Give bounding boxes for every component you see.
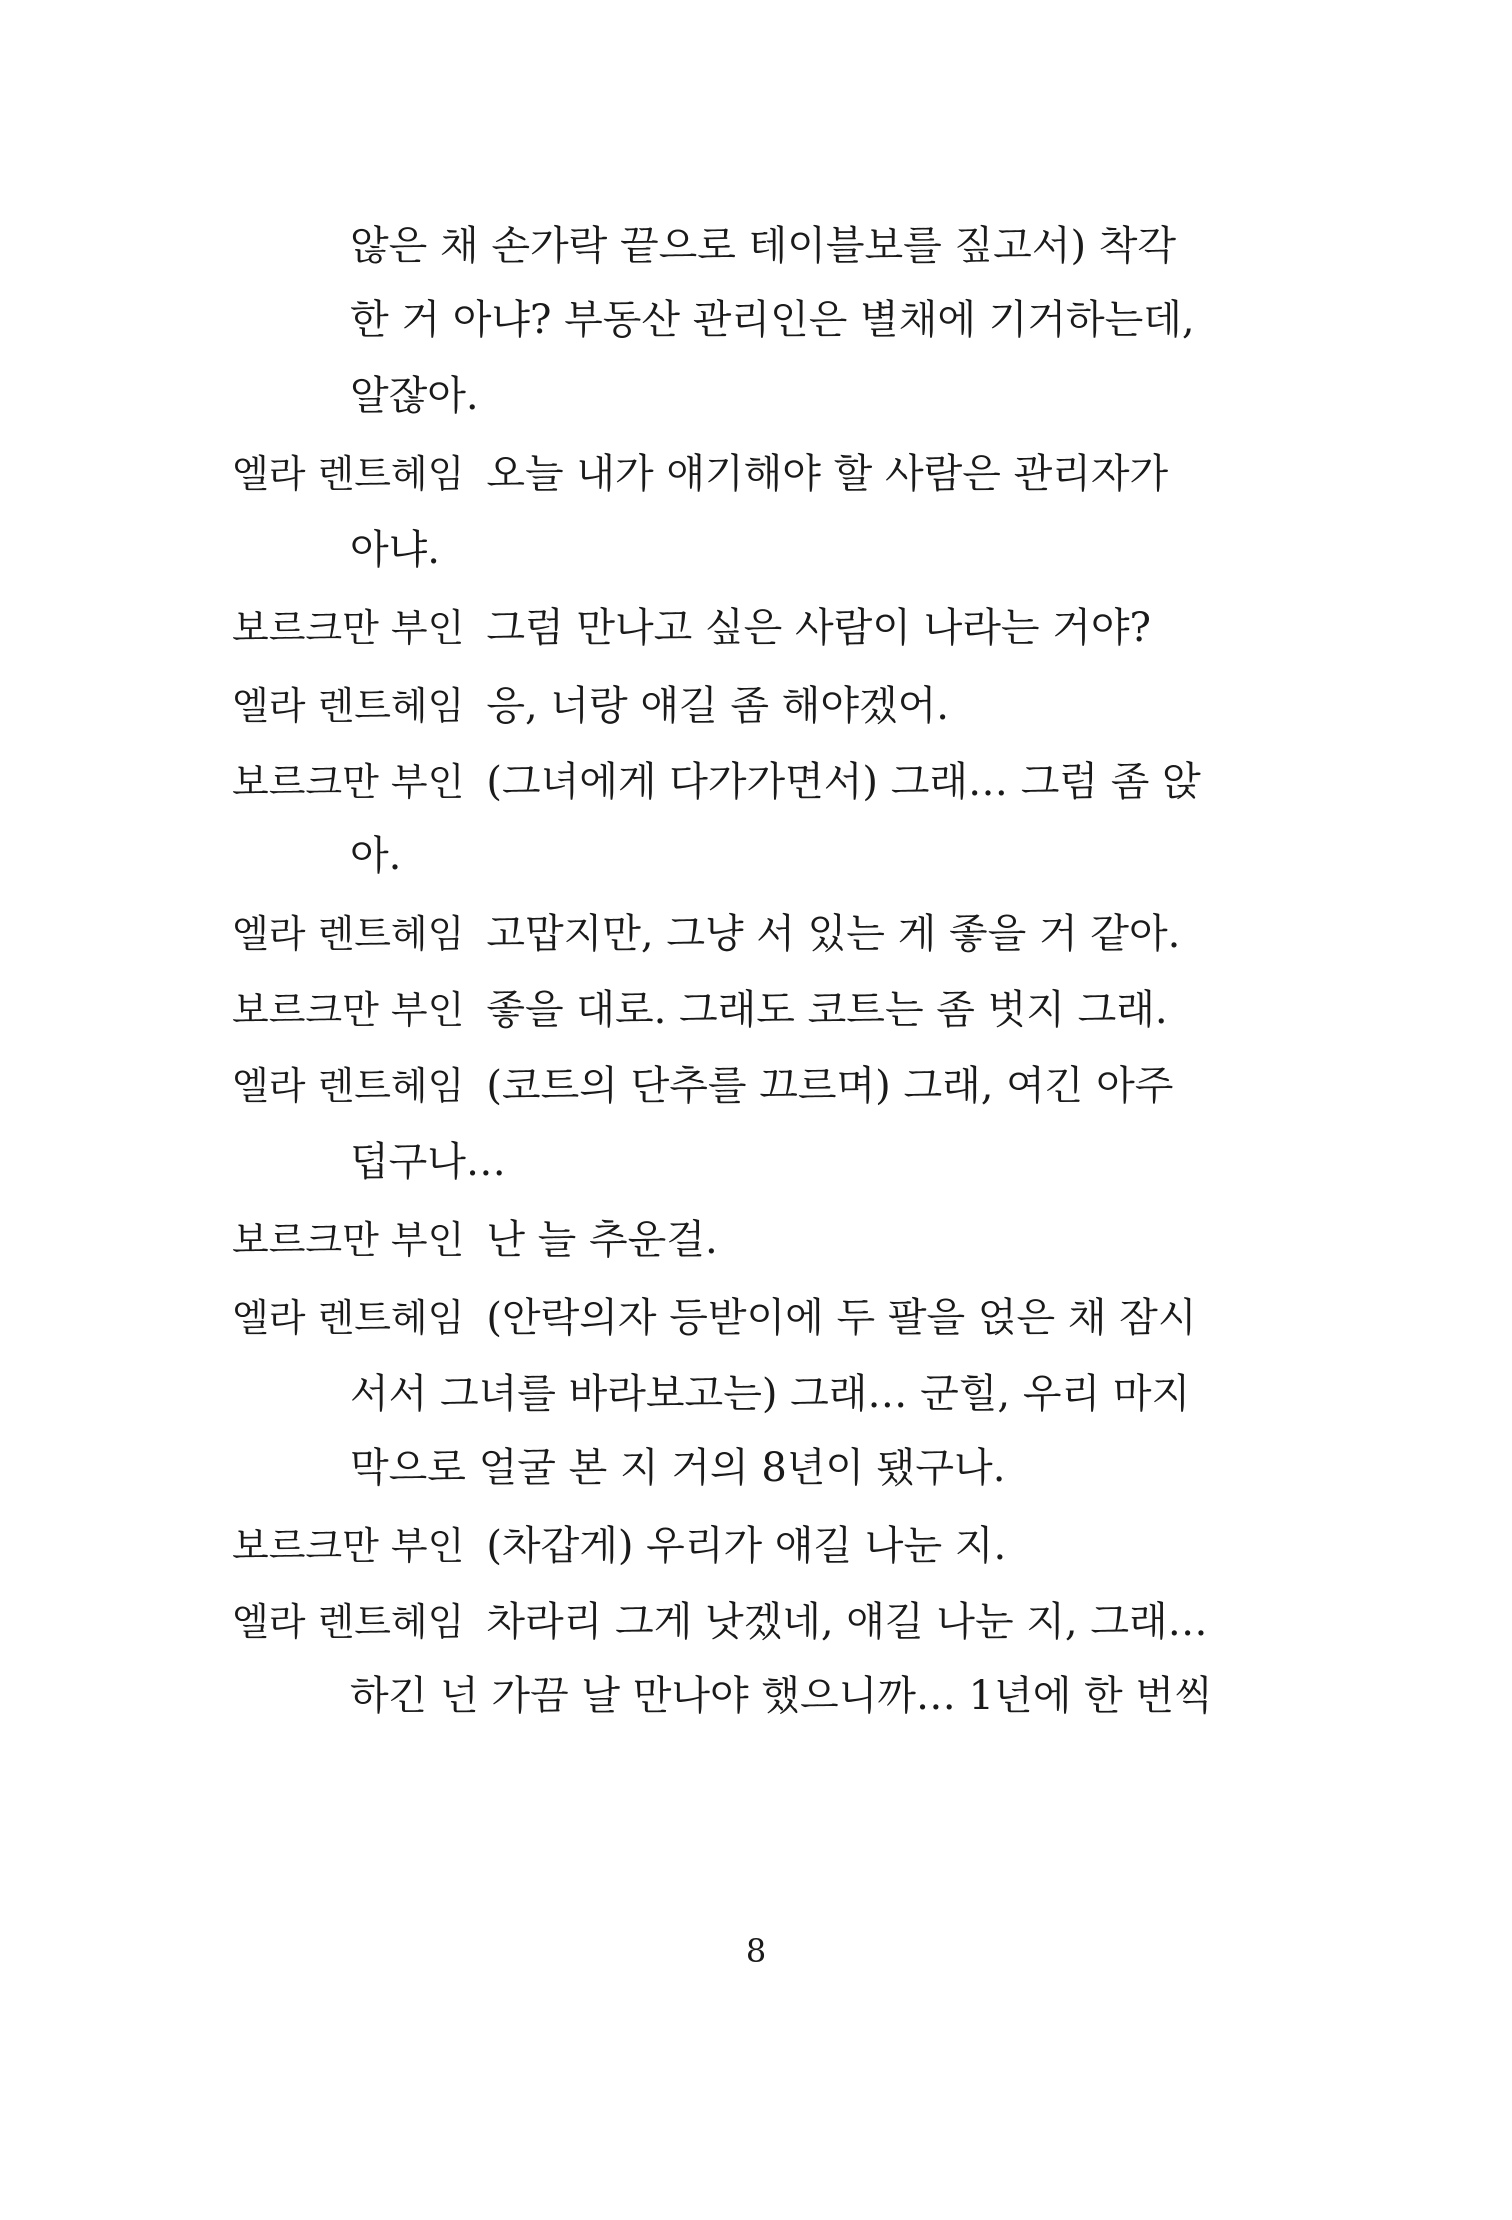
dialogue-text: 막으로 얼굴 본 지 거의 8년이 됐구나. bbox=[350, 1445, 1006, 1491]
dialogue-line bbox=[232, 972, 1167, 1048]
dialogue-text: 좋을 대로. 그래도 코트는 좀 벗지 그래. bbox=[486, 987, 1168, 1033]
dialogue-continuation bbox=[232, 208, 1177, 284]
dialogue-line bbox=[232, 436, 1168, 512]
dialogue-line bbox=[232, 668, 1167, 744]
dialogue-continuation bbox=[232, 512, 1167, 588]
speaker-name: 보르크만 부인 bbox=[232, 988, 465, 1032]
dialogue-line bbox=[232, 744, 1201, 820]
dialogue-text: 덥구나… bbox=[350, 1139, 506, 1185]
dialogue-text: 응, 너랑 얘길 좀 해야겠어. bbox=[486, 683, 950, 729]
speaker-name: 엘라 렌트헤임 bbox=[232, 1296, 465, 1340]
speaker-name: 엘라 렌트헤임 bbox=[232, 912, 465, 956]
speaker-name: 보르크만 부인 bbox=[232, 1218, 465, 1262]
dialogue-text: 아냐. bbox=[350, 527, 440, 573]
speaker-name: 보르크만 부인 bbox=[232, 1524, 465, 1568]
dialogue-text: 그럼 만나고 싶은 사람이 나라는 거야? bbox=[486, 605, 1151, 651]
dialogue-text: 하긴 넌 가끔 날 만나야 했으니까… 1년에 한 번씩 bbox=[350, 1673, 1213, 1719]
speaker-name: 엘라 렌트헤임 bbox=[232, 452, 465, 496]
dialogue-line bbox=[232, 590, 1167, 666]
dialogue-text: 아. bbox=[350, 833, 402, 879]
dialogue-continuation bbox=[232, 1658, 1213, 1734]
dialogue-text: 한 거 아냐? 부동산 관리인은 별채에 기거하는데, bbox=[350, 297, 1195, 343]
dialogue-text: (코트의 단추를 끄르며) 그래, 여긴 아주 bbox=[486, 1063, 1174, 1109]
dialogue-line bbox=[232, 1202, 1167, 1278]
dialogue-line bbox=[232, 1280, 1197, 1356]
speaker-name: 엘라 렌트헤임 bbox=[232, 1064, 465, 1108]
dialogue-continuation bbox=[232, 358, 1167, 434]
dialogue-line bbox=[232, 896, 1181, 972]
dialogue-line bbox=[232, 1508, 1167, 1584]
dialogue-text: (그녀에게 다가가면서) 그래… 그럼 좀 앉 bbox=[486, 759, 1201, 805]
dialogue-text: 고맙지만, 그냥 서 있는 게 좋을 거 같아. bbox=[486, 911, 1181, 957]
speaker-name: 엘라 렌트헤임 bbox=[232, 1600, 465, 1644]
dialogue-text: 오늘 내가 얘기해야 할 사람은 관리자가 bbox=[486, 451, 1169, 497]
dialogue-text: (차갑게) 우리가 얘길 나눈 지. bbox=[486, 1523, 1007, 1569]
dialogue-line bbox=[232, 1584, 1208, 1660]
dialogue-text: 서서 그녀를 바라보고는) 그래… 군힐, 우리 마지 bbox=[350, 1371, 1191, 1417]
page-number: 8 bbox=[745, 1932, 767, 1970]
dialogue-text: 차라리 그게 낫겠네, 얘길 나눈 지, 그래… bbox=[486, 1599, 1208, 1645]
dialogue-line bbox=[232, 1048, 1174, 1124]
dialogue-text: (안락의자 등받이에 두 팔을 얹은 채 잠시 bbox=[486, 1295, 1197, 1341]
dialogue-continuation bbox=[232, 1430, 1167, 1506]
dialogue-continuation bbox=[232, 1356, 1191, 1432]
dialogue-continuation bbox=[232, 818, 1167, 894]
dialogue-continuation bbox=[232, 1124, 1167, 1200]
dialogue-text: 난 늘 추운걸. bbox=[486, 1217, 718, 1263]
speaker-name: 보르크만 부인 bbox=[232, 760, 465, 804]
dialogue-text: 알잖아. bbox=[350, 373, 479, 419]
dialogue-text: 않은 채 손가락 끝으로 테이블보를 짚고서) 착각 bbox=[350, 223, 1177, 269]
speaker-name: 엘라 렌트헤임 bbox=[232, 684, 465, 728]
speaker-name: 보르크만 부인 bbox=[232, 606, 465, 650]
dialogue-continuation bbox=[232, 282, 1195, 358]
